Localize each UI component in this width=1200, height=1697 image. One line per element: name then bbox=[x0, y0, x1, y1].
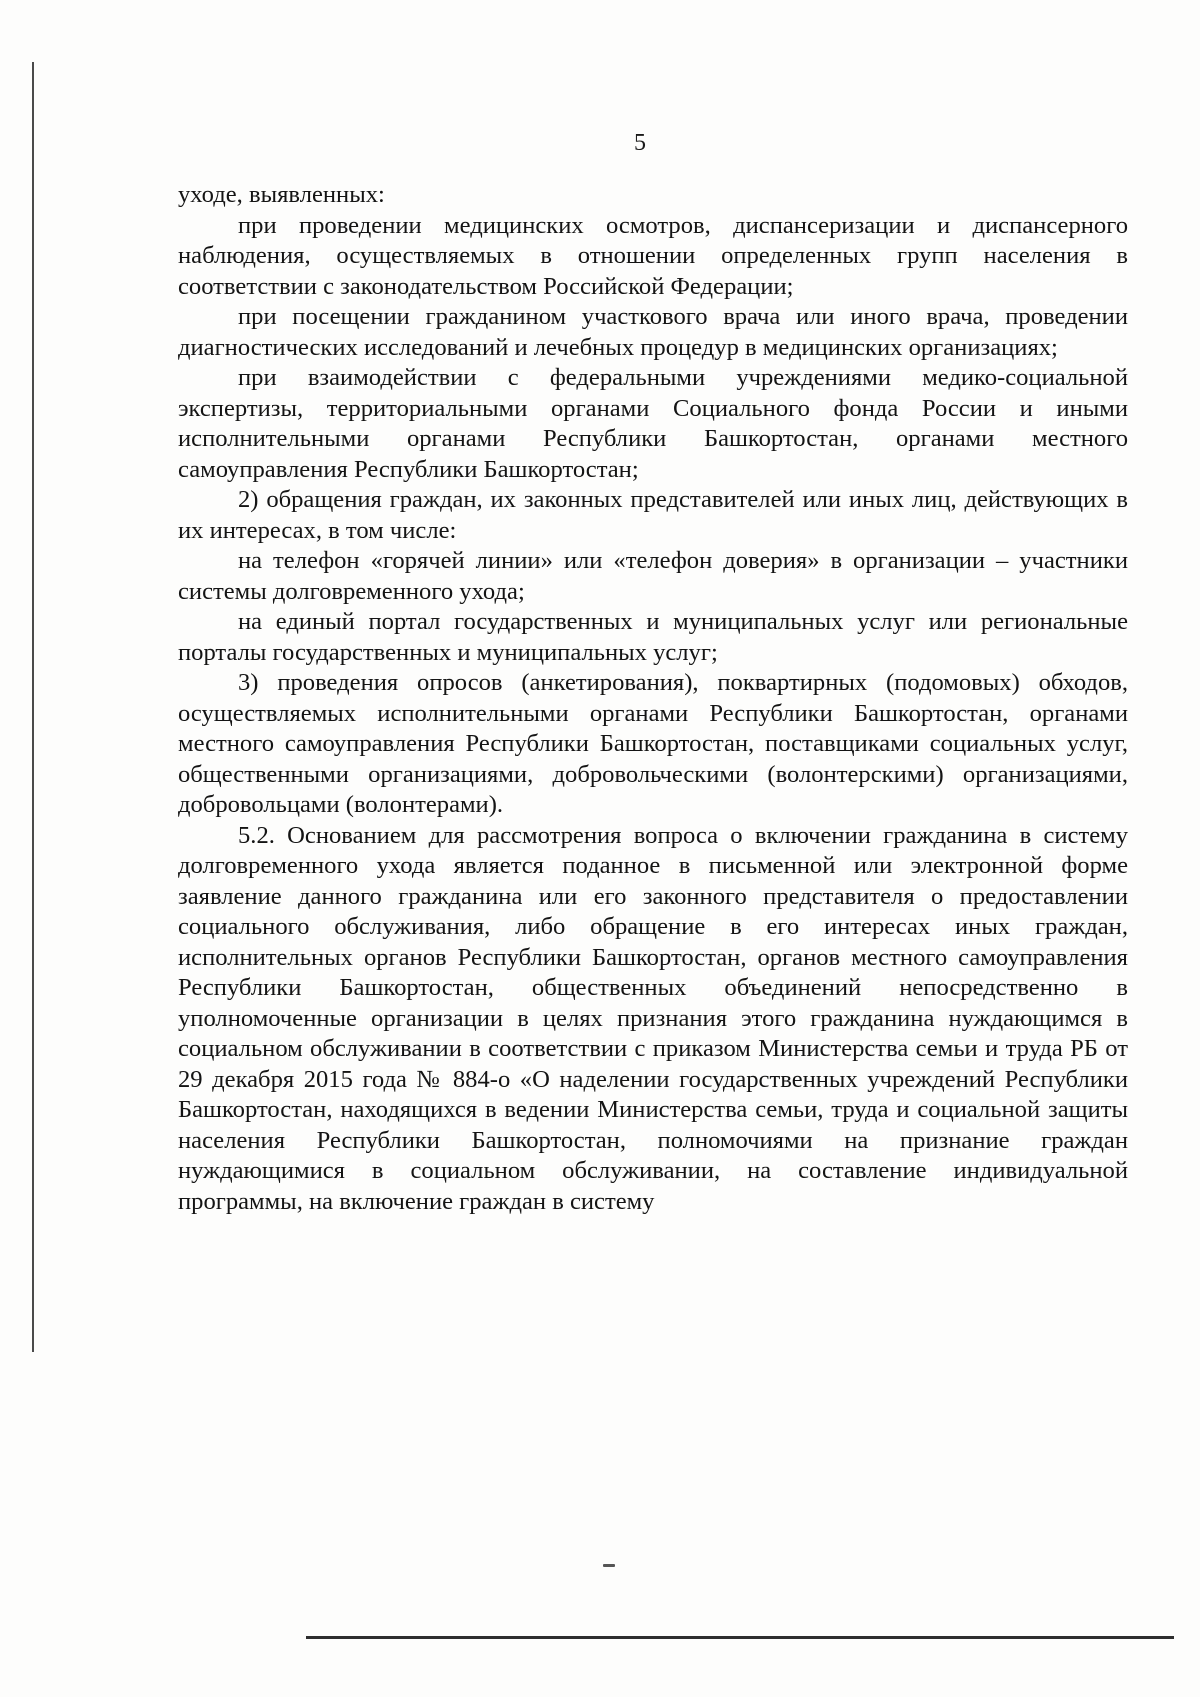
paragraph-medical-exams: при проведении медицинских осмотров, диспансеризации и диспансерного наблюдения, осуществляемых в отношении определенных групп населения в соответствии с законодательством Российской Федерации; bbox=[178, 211, 1128, 300]
paragraph-section-5-2: 5.2. Основанием для рассмотрения вопроса о включении гражданина в систему долговременного ухода является поданное в письменной или электронной форме заявление данного гражданина или его законного представителя о предоставлении социального обслуживания, либо обращение в его интересах иных граждан, исполнительных органов Республики Башкортостан, органов местного самоуправления Республики Башкортостан, общественных объединений непосредственно в уполномоченные организации в целях признания этого гражданина нуждающимся в социальном обслуживании в соответствии с приказом Министерства семьи и труда РБ от 29 декабря 2015 года № 884-о «О наделении государственных учреждений Республики Башкортостан, находящихся в ведении Министерства семьи, труда и социальной защиты населения Республики Башкортостан, полномочиями на признание граждан нуждающимися в социальном обслуживании, на составление индивидуальной программы, на включение граждан в систему bbox=[178, 821, 1128, 1215]
paragraph-portal: на единый портал государственных и муниципальных услуг или региональные порталы государственных и муниципальных услуг; bbox=[178, 608, 1128, 666]
scan-mark bbox=[603, 1564, 615, 1567]
page-number: 5 bbox=[634, 130, 646, 156]
paragraph-continuation: уходе, выявленных: bbox=[178, 181, 385, 208]
paragraph-citizen-appeals: 2) обращения граждан, их законных представителей или иных лиц, действующих в их интересах, в том числе: bbox=[178, 486, 1128, 544]
paragraph-hotline: на телефон «горячей линии» или «телефон доверия» в организации – участники системы долговременного ухода; bbox=[178, 547, 1128, 605]
paragraph-surveys: 3) проведения опросов (анкетирования), поквартирных (подомовых) обходов, осуществляемых исполнительными органами Республики Башкортостан, органами местного самоуправления Республики Башкортостан, поставщиками социальных услуг, общественными организациями, добровольческими (волонтерскими) организациями, добровольцами (волонтерами). bbox=[178, 669, 1128, 818]
document-body bbox=[178, 180, 1128, 1217]
scan-left-edge-line bbox=[32, 62, 34, 1352]
scan-bottom-edge-line bbox=[306, 1636, 1174, 1639]
paragraph-doctor-visit: при посещении гражданином участкового врача или иного врача, проведении диагностических исследований и лечебных процедур в медицинских организациях; bbox=[178, 303, 1128, 361]
paragraph-interaction: при взаимодействии с федеральными учреждениями медико-социальной экспертизы, территориальными органами Социального фонда России и иными исполнительными органами Республики Башкортостан, органами местного самоуправления Республики Башкортостан; bbox=[178, 364, 1128, 483]
